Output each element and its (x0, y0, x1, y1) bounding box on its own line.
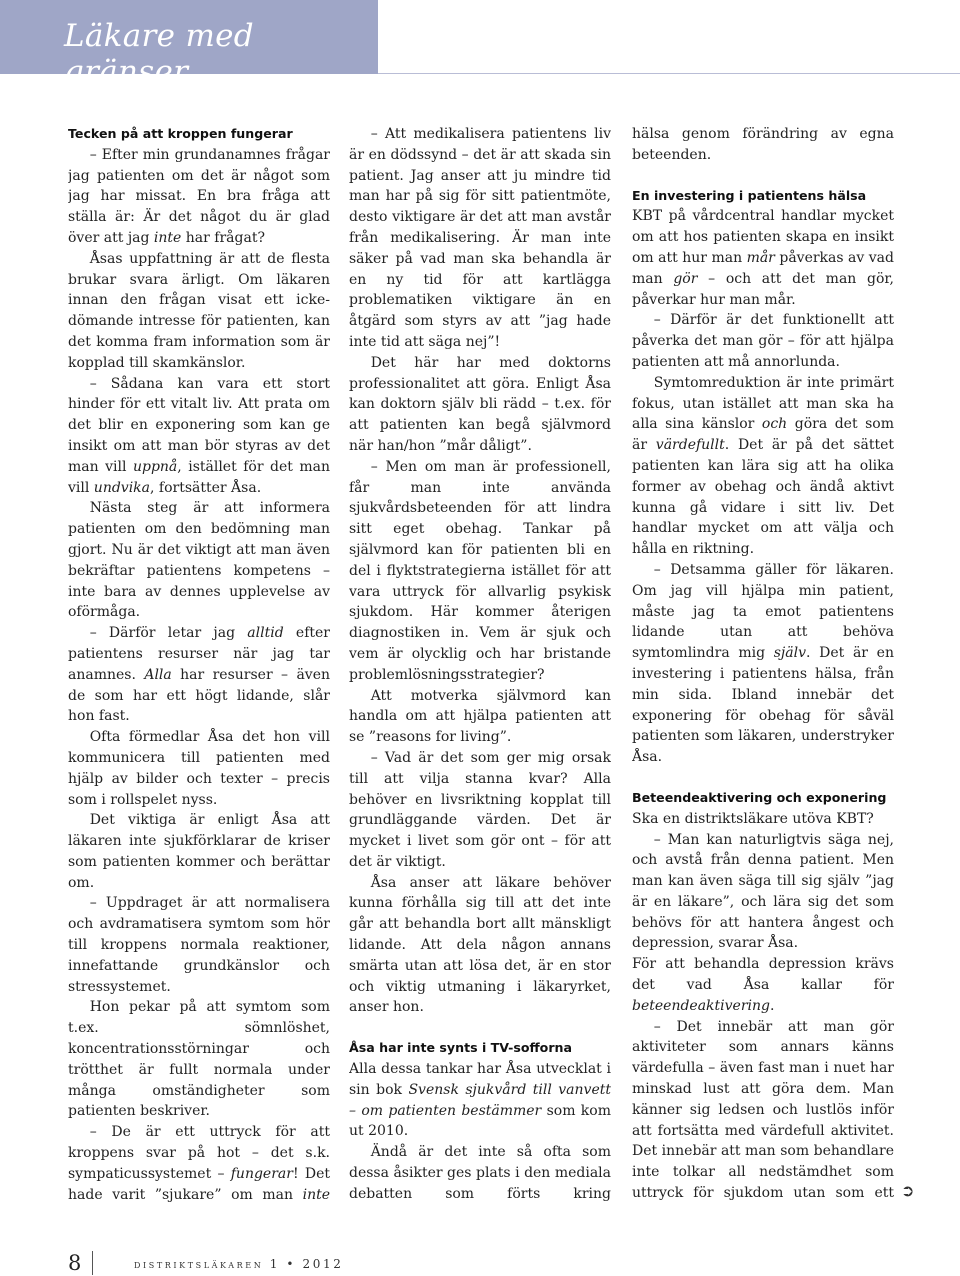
paragraph: Nästa steg är att informera patienten om den bedömning man gjort. Nu är det viktigt att man även bekräftar patientens kompetens – inte bara av dennes upplevelse av oförmåga. (68, 500, 330, 621)
header-banner (0, 0, 378, 90)
paragraph: hälsa genom förändring av egna beteenden. (632, 126, 894, 163)
paragraph: – De är ett uttryck för att kroppens svar på hot – det s.k. sympaticussystemet – fungerar! Det hade varit ”sjukare” om man inte (68, 1124, 330, 1203)
paragraph: – Uppdraget är att normalisera och avdramatisera symtom som hör till kroppens normala reaktioner, innefattande grundkänslor och stressystemet. (68, 895, 330, 995)
paragraph: För att behandla depression krävs det vad Åsa kallar för beteendeaktivering. (632, 956, 894, 1014)
paragraph: Det här har med doktorns professionalitet att göra. Enligt Åsa kan doktorn själv bli rädd – t.ex. för att patienten kan begå självmord när han/hon ”mår dåligt”. (349, 354, 611, 454)
paragraph: Ska en distriktsläkare utöva KBT? (632, 810, 874, 827)
section-heading: En investering i patientens hälsa (632, 187, 867, 203)
paragraph: KBT på vårdcentral handlar mycket om att hos patienten skapa en insikt om att hur man mår påverkas av vad man gör – och att det man gör, påverkar hur man mår. (632, 208, 894, 308)
page-number: 8 (68, 1251, 82, 1275)
journal-name: distriktsläkaren 1 • 2012 (134, 1257, 344, 1271)
section-heading: Tecken på att kroppen fungerar (68, 126, 293, 141)
paragraph: – Det innebär att man gör aktiviteter som annars känns värdefulla – även fast man i nuet har minskad lust att göra dem. Man känner sig ledsen och lustlös inför att fortsätta med värdefull aktivitet. Det innebär att man som behandlare inte tolkar all nedstämdhet som uttryck för sjukdom utan som ett (632, 1018, 894, 1202)
paragraph: – Men om man är professionell, får man inte använda sjukvårdsbeteenden för att lindra sitt eget obehag. Tankar på självmord kan för patienten bli en del i flyktstrategierna istället för att vara uttryck för allvarlig psykisk sjukdom. Här kommer återigen diagnostiken in. Vem är sjuk och vem är olycklig och har bristande problemlösningsstrategier? (349, 458, 611, 683)
paragraph: Att motverka självmord kan handla om att hjälpa patienten att se ”reasons for living”. (349, 687, 611, 746)
paragraph: Det viktiga är enligt Åsa att läkaren inte sjukförklarar de kriser som patienten kommer och berättar om. (68, 812, 330, 891)
paragraph: – Detsamma gäller för läkaren. Om jag vill hjälpa min patient, måste jag ta emot patientens lidande utan att behöva symtomlindra mig själv. Det är en investering i patientens hälsa, från min sida. Ibland innebär det exponering för obehag för såväl patienten som läkaren, understryker Åsa. (632, 561, 894, 766)
paragraph: Åsa anser att läkare behöver kunna förhålla sig till att det inte går att behandla bort allt mänskligt lidande. Att dela någon annans smärta utan att lösa det, är en stor och viktig utmaning i läkaryrket, anser hon. (349, 874, 611, 1016)
paragraph: Hon pekar på att symtom som t.ex. sömnlöshet, koncentrationsstörningar och trötthet är fullt normala under många omständigheter som patienten beskriver. (68, 999, 330, 1120)
column-2 (349, 124, 611, 1204)
paragraph: – Därför är det funktionellt att påverka det man gör – för att hjälpa patienten att må annorlunda. (632, 312, 894, 370)
section-heading: Åsa har inte synts i TV-sofforna (349, 1040, 573, 1056)
paragraph: Åsas uppfattning är att de flesta brukar svara ärligt. Om läkaren innan den frågan visat ett icke-dömande intresse för patienten, kan det komma fram information som är kopplad till skamkänslor. (68, 250, 330, 371)
continue-arrow-icon: ➲ (901, 1181, 915, 1200)
paragraph: Symtomreduktion är inte primärt fokus, utan istället att man ska ha alla sina känslor och göra det som är värdefullt. Det är på det sättet patienten kan lära sig att ha olika former av obehag och ändå aktivt kunna gå vidare i sitt liv. Det handlar mycket om att välja och hålla en riktning. (632, 374, 894, 558)
paragraph: – Efter min grundanamnes frågar jag patienten om det är något som jag har missat. En bra fråga att ställa är: Är det något du är glad över att jag inte har frågat? (68, 146, 330, 246)
paragraph: Ofta förmedlar Åsa det hon vill kommunicera till patienten med hjälp av bilder och texter – precis som i rollspelet nyss. (68, 729, 330, 808)
page-title: Läkare med gränser (64, 18, 254, 90)
paragraph: – Därför letar jag alltid efter patientens resurser när jag tar anamnes. Alla har resurser – även de som har ett högt lidande, slår hon fast. (68, 625, 330, 725)
paragraph: Ändå är det inte så ofta som dessa åsikter ges plats i den mediala debatten som förts kring (349, 1144, 611, 1202)
column-1 (68, 124, 330, 1204)
section-heading: Beteendeaktivering och exponering (632, 789, 887, 805)
paragraph: – Sådana kan vara ett stort hinder för ett vitalt liv. Att prata om det blir en exponering som kan ge insikt om att man bör styras av det man vill uppnå, istället för det man vill undvika, fortsätter Åsa. (68, 375, 330, 496)
column-3 (632, 124, 894, 1204)
paragraph: Alla dessa tankar har Åsa utvecklat i sin bok Svensk sjukvård till vanvett – om patienten bestämmer som kom ut 2010. (349, 1061, 611, 1140)
paragraph: – Man kan naturligtvis säga nej, och avstå från denna patient. Men man kan även säga till sig själv ”jag är en läkare”, och lära sig det som behövs för att hantera ångest och depression, svarar Åsa. (632, 831, 894, 952)
paragraph: – Vad är det som ger mig orsak till att vilja stanna kvar? Alla behöver en livsriktning kopplat till grundläggande värden. Det är mycket i livet som gör ont – för att det är viktigt. (349, 749, 611, 870)
footer-divider (92, 1251, 93, 1275)
paragraph: – Att medikalisera patientens liv är en dödssynd – det är att skada sin patient. Jag anser att ju mindre tid man har på sig för sitt patientmöte, desto viktigare är det att man avstår från medikalisering. Är man inte säker på vad man ska behandla är en ny tid för att kartlägga problematiken viktigare än en åtgärd som styrs av att ”jag hade inte tid att säga nej”! (349, 126, 611, 350)
header-rule (378, 73, 960, 74)
